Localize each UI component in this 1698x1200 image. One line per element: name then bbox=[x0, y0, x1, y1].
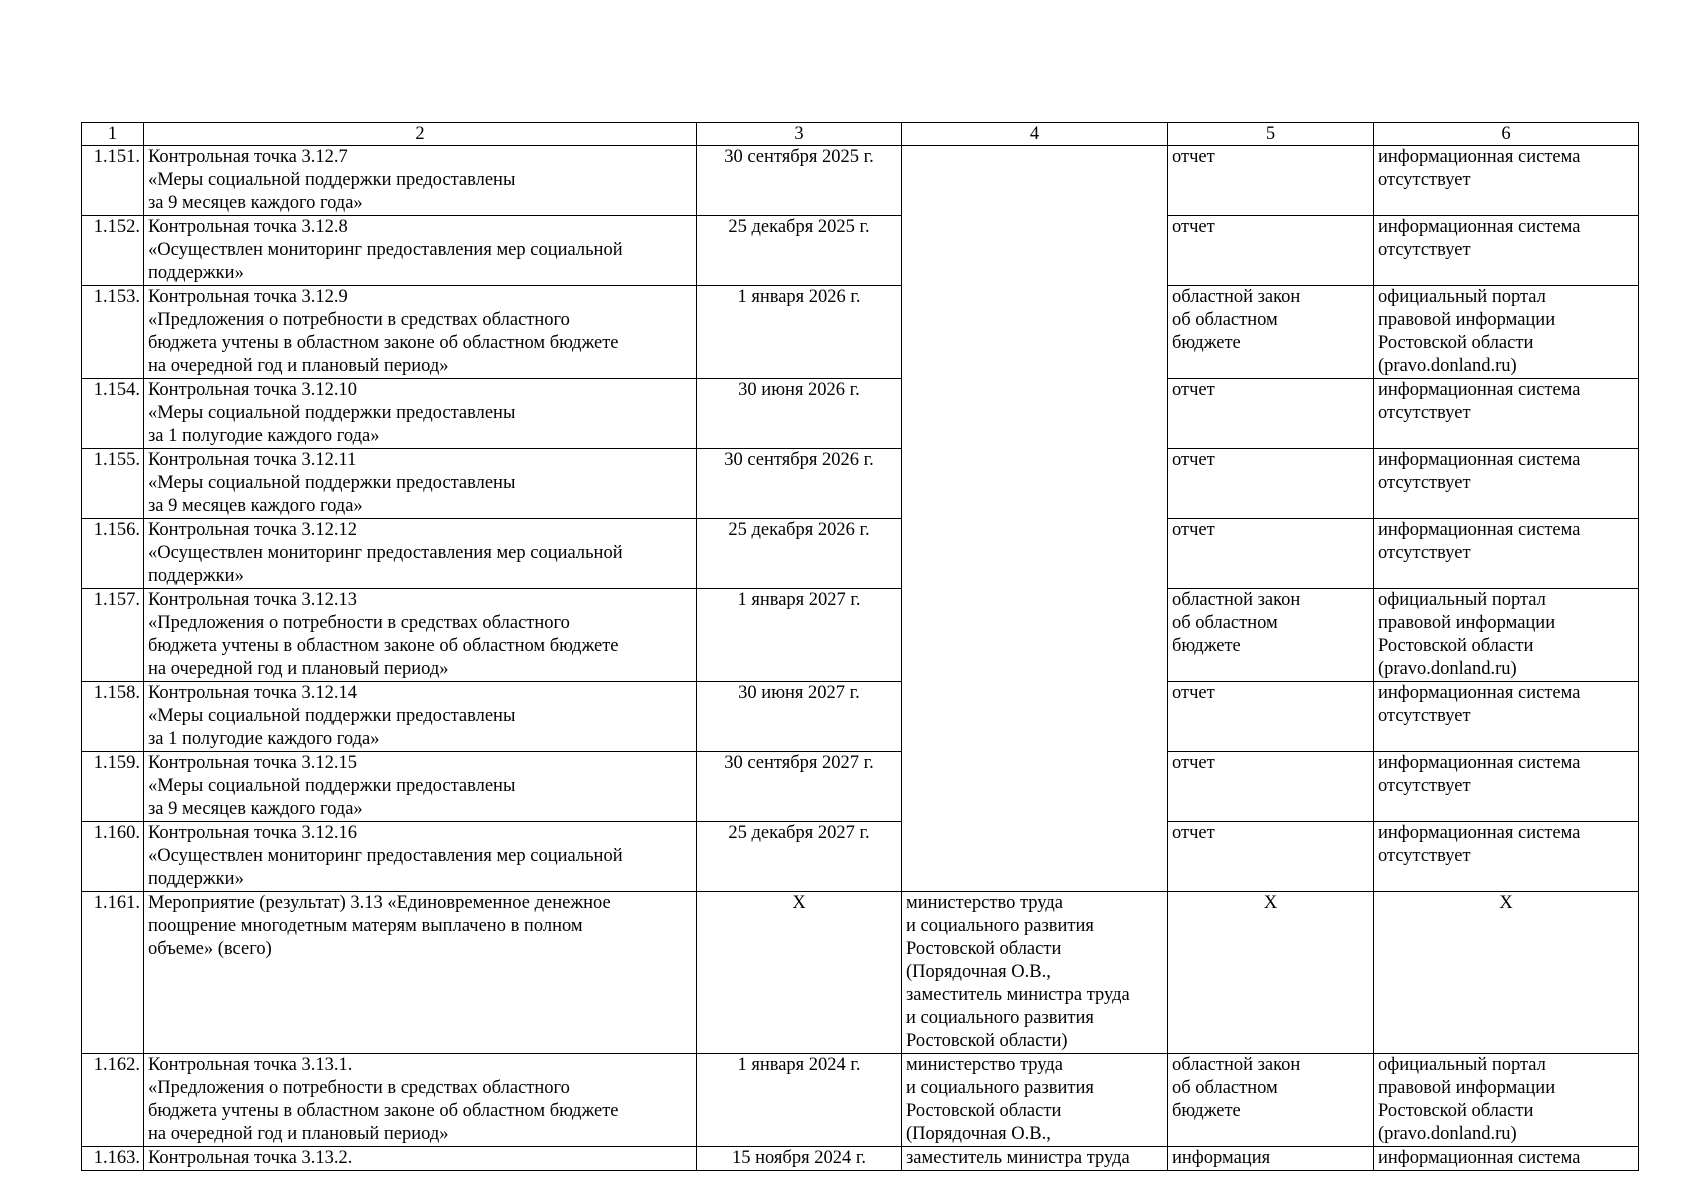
row-description: Контрольная точка 3.12.11 «Меры социальной поддержки предоставлены за 9 месяцев каждого года» bbox=[144, 449, 697, 519]
table-row bbox=[82, 892, 1639, 1054]
table-row bbox=[82, 449, 1639, 519]
header-cell: 3 bbox=[697, 123, 902, 146]
row-date: 30 сентября 2025 г. bbox=[697, 146, 902, 216]
row-date: 15 ноября 2024 г. bbox=[697, 1147, 902, 1171]
row-description: Контрольная точка 3.12.7 «Меры социальной поддержки предоставлены за 9 месяцев каждого года» bbox=[144, 146, 697, 216]
row-number: 1.151. bbox=[82, 146, 144, 216]
row-document: отчет bbox=[1168, 519, 1374, 589]
row-number: 1.161. bbox=[82, 892, 144, 1054]
table-row bbox=[82, 682, 1639, 752]
row-number: 1.155. bbox=[82, 449, 144, 519]
row-description: Контрольная точка 3.12.9 «Предложения о потребности в средствах областного бюджета учтены в областном законе об областном бюджете на очередной год и плановый период» bbox=[144, 286, 697, 379]
header-cell: 4 bbox=[902, 123, 1168, 146]
row-number: 1.152. bbox=[82, 216, 144, 286]
table-row bbox=[82, 379, 1639, 449]
row-date: 30 июня 2026 г. bbox=[697, 379, 902, 449]
document-page bbox=[81, 122, 1638, 1171]
row-responsible: министерство труда и социального развития Ростовской области (Порядочная О.В., заместитель министра труда и социального развития Ростовской области) bbox=[902, 892, 1168, 1054]
row-system: официальный портал правовой информации Ростовской области (pravo.donland.ru) bbox=[1374, 1054, 1639, 1147]
row-date: X bbox=[697, 892, 902, 1054]
row-number: 1.156. bbox=[82, 519, 144, 589]
table-header-row bbox=[82, 123, 1639, 146]
row-description: Контрольная точка 3.12.13 «Предложения о потребности в средствах областного бюджета учтены в областном законе об областном бюджете на очередной год и плановый период» bbox=[144, 589, 697, 682]
row-date: 30 сентября 2027 г. bbox=[697, 752, 902, 822]
row-system: информационная система отсутствует bbox=[1374, 379, 1639, 449]
row-number: 1.163. bbox=[82, 1147, 144, 1171]
row-document: отчет bbox=[1168, 682, 1374, 752]
row-document: отчет bbox=[1168, 379, 1374, 449]
row-system: информационная система отсутствует bbox=[1374, 822, 1639, 892]
table-row bbox=[82, 216, 1639, 286]
row-date: 25 декабря 2027 г. bbox=[697, 822, 902, 892]
header-cell: 2 bbox=[144, 123, 697, 146]
row-description: Контрольная точка 3.12.16 «Осуществлен мониторинг предоставления мер социальной поддержки» bbox=[144, 822, 697, 892]
row-system: информационная система bbox=[1374, 1147, 1639, 1171]
header-cell: 6 bbox=[1374, 123, 1639, 146]
row-document: X bbox=[1168, 892, 1374, 1054]
table-row bbox=[82, 752, 1639, 822]
row-responsible: министерство труда и социального развития Ростовской области (Порядочная О.В., bbox=[902, 1054, 1168, 1147]
row-number: 1.160. bbox=[82, 822, 144, 892]
row-description: Контрольная точка 3.12.10 «Меры социальной поддержки предоставлены за 1 полугодие каждого года» bbox=[144, 379, 697, 449]
row-document: отчет bbox=[1168, 216, 1374, 286]
row-system: X bbox=[1374, 892, 1639, 1054]
row-system: официальный портал правовой информации Ростовской области (pravo.donland.ru) bbox=[1374, 286, 1639, 379]
row-system: информационная система отсутствует bbox=[1374, 216, 1639, 286]
table-row bbox=[82, 1054, 1639, 1147]
row-number: 1.154. bbox=[82, 379, 144, 449]
row-description: Контрольная точка 3.12.15 «Меры социальной поддержки предоставлены за 9 месяцев каждого года» bbox=[144, 752, 697, 822]
table-row bbox=[82, 589, 1639, 682]
row-number: 1.153. bbox=[82, 286, 144, 379]
row-system: информационная система отсутствует bbox=[1374, 519, 1639, 589]
row-system: информационная система отсутствует bbox=[1374, 449, 1639, 519]
plan-table bbox=[81, 122, 1639, 1171]
row-date: 1 января 2026 г. bbox=[697, 286, 902, 379]
row-document: отчет bbox=[1168, 146, 1374, 216]
header-cell: 1 bbox=[82, 123, 144, 146]
row-description: Контрольная точка 3.12.8 «Осуществлен мониторинг предоставления мер социальной поддержки» bbox=[144, 216, 697, 286]
row-date: 30 сентября 2026 г. bbox=[697, 449, 902, 519]
table-row bbox=[82, 146, 1639, 216]
table-row bbox=[82, 822, 1639, 892]
row-description: Контрольная точка 3.12.14 «Меры социальной поддержки предоставлены за 1 полугодие каждого года» bbox=[144, 682, 697, 752]
row-system: информационная система отсутствует bbox=[1374, 146, 1639, 216]
responsible-merged-cell bbox=[902, 146, 1168, 892]
row-document: областной закон об областном бюджете bbox=[1168, 1054, 1374, 1147]
row-description: Контрольная точка 3.12.12 «Осуществлен мониторинг предоставления мер социальной поддержки» bbox=[144, 519, 697, 589]
row-document: областной закон об областном бюджете bbox=[1168, 589, 1374, 682]
row-system: информационная система отсутствует bbox=[1374, 682, 1639, 752]
table-row bbox=[82, 286, 1639, 379]
row-description: Контрольная точка 3.13.2. bbox=[144, 1147, 697, 1171]
row-date: 1 января 2027 г. bbox=[697, 589, 902, 682]
row-system: информационная система отсутствует bbox=[1374, 752, 1639, 822]
row-responsible: заместитель министра труда bbox=[902, 1147, 1168, 1171]
row-date: 25 декабря 2025 г. bbox=[697, 216, 902, 286]
row-date: 30 июня 2027 г. bbox=[697, 682, 902, 752]
header-cell: 5 bbox=[1168, 123, 1374, 146]
row-document: областной закон об областном бюджете bbox=[1168, 286, 1374, 379]
row-document: отчет bbox=[1168, 752, 1374, 822]
row-system: официальный портал правовой информации Ростовской области (pravo.donland.ru) bbox=[1374, 589, 1639, 682]
row-description: Контрольная точка 3.13.1. «Предложения о потребности в средствах областного бюджета учтены в областном законе об областном бюджете на очередной год и плановый период» bbox=[144, 1054, 697, 1147]
table-row bbox=[82, 1147, 1639, 1171]
row-number: 1.159. bbox=[82, 752, 144, 822]
row-date: 25 декабря 2026 г. bbox=[697, 519, 902, 589]
row-document: отчет bbox=[1168, 822, 1374, 892]
table-row bbox=[82, 519, 1639, 589]
row-document: информация bbox=[1168, 1147, 1374, 1171]
row-document: отчет bbox=[1168, 449, 1374, 519]
row-number: 1.162. bbox=[82, 1054, 144, 1147]
row-number: 1.157. bbox=[82, 589, 144, 682]
row-date: 1 января 2024 г. bbox=[697, 1054, 902, 1147]
row-description: Мероприятие (результат) 3.13 «Единовременное денежное поощрение многодетным матерям выплачено в полном объеме» (всего) bbox=[144, 892, 697, 1054]
row-number: 1.158. bbox=[82, 682, 144, 752]
